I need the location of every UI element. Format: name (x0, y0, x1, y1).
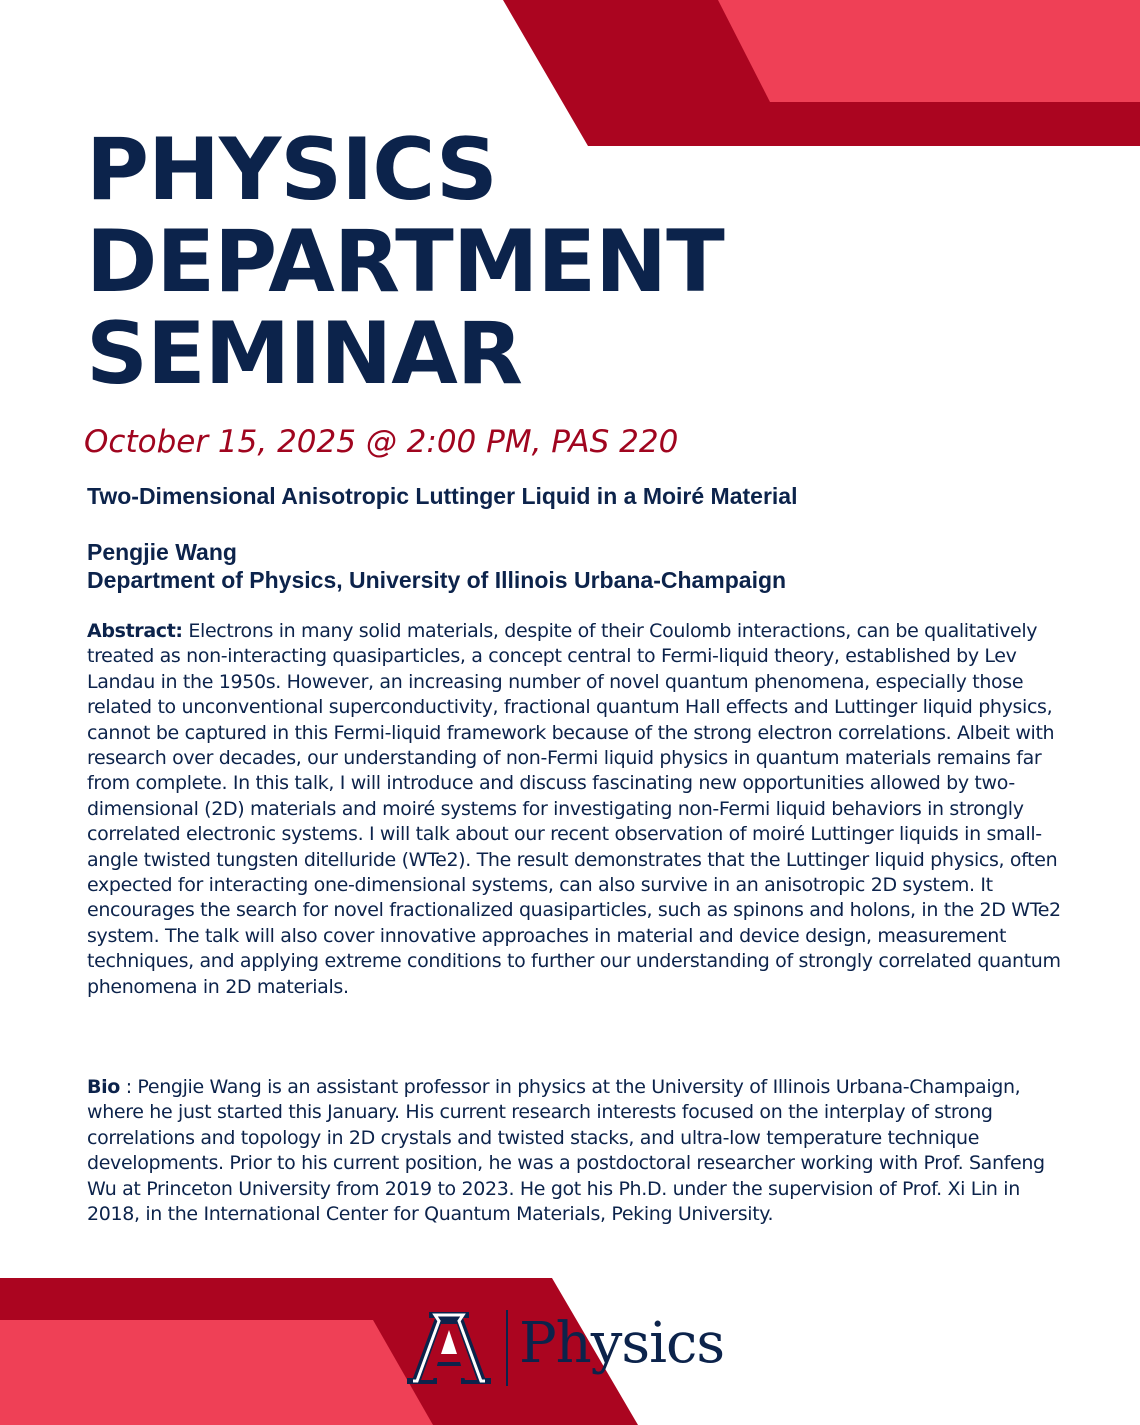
bottom-band-light (0, 1320, 433, 1425)
abstract-label: Abstract: (87, 620, 183, 642)
bio-paragraph (87, 1075, 1062, 1227)
top-band-light (718, 0, 1140, 102)
bio-text: : Pengjie Wang is an assistant professor in physics at the University of Illinois Urbana-Champaign, where he just started this January. His current research interests focused on the interplay of strong correlations and topology in 2D crystals and twisted stacks, and ultra-low temperature technique developments. Prior to his current position, he was a postdoctoral researcher working with Prof. Sanfeng Wu at Princeton University from 2019 to 2023. He got his Ph.D. under the supervision of Prof. Xi Lin in 2018, in the International Center for Quantum Materials, Peking University. (87, 1076, 1045, 1226)
speaker-name: Pengjie Wang (87, 539, 237, 565)
page-title (86, 120, 724, 404)
department-wordmark: Physics (519, 1311, 725, 1376)
speaker-affiliation: Department of Physics, University of Illinois Urbana-Champaign (87, 567, 787, 593)
abstract-text: Electrons in many solid materials, despite of their Coulomb interactions, can be qualitatively treated as non-interacting quasiparticles, a concept central to Fermi-liquid theory, established by Lev Landau in the 1950s. However, an increasing number of novel quantum phenomena, especially those related to unconventional superconductivity, fractional quantum Hall effects and Luttinger liquid physics, cannot be captured in this Fermi-liquid framework because of the strong electron correlations. Albeit with research over decades, our understanding of non-Fermi liquid physics in quantum materials remains far from complete. In this talk, I will introduce and discuss fascinating new opportunities allowed by two-dimensional (2D) materials and moiré systems for investigating non-Fermi liquid behaviors in strongly correlated electronic systems. I will talk about our recent observation of moiré Luttinger liquids in small-angle twisted tungsten ditelluride (WTe2). The result demonstrates that the Luttinger liquid physics, often expected for interacting one-dimensional systems, can also survive in an anisotropic 2D system. It encourages the search for novel fractionalized quasiparticles, such as spinons and holons, in the 2D WTe2 system. The talk will also cover innovative approaches in material and device design, measurement techniques, and applying extreme conditions to further our understanding of strongly correlated quantum phenomena in 2D materials. (87, 620, 1061, 998)
title-line-2: DEPARTMENT (86, 212, 724, 312)
university-of-arizona-a-logo-icon (403, 1308, 495, 1388)
logo-divider (506, 1310, 508, 1386)
bio-label: Bio (87, 1076, 120, 1098)
abstract-paragraph (87, 619, 1062, 1000)
title-line-3: SEMINAR (86, 304, 523, 404)
title-line-1: PHYSICS (86, 120, 497, 220)
talk-title: Two-Dimensional Anisotropic Luttinger Liquid in a Moiré Material (87, 483, 798, 509)
speaker-block (87, 538, 786, 594)
event-date-time-location: October 15, 2025 @ 2:00 PM, PAS 220 (84, 424, 679, 460)
